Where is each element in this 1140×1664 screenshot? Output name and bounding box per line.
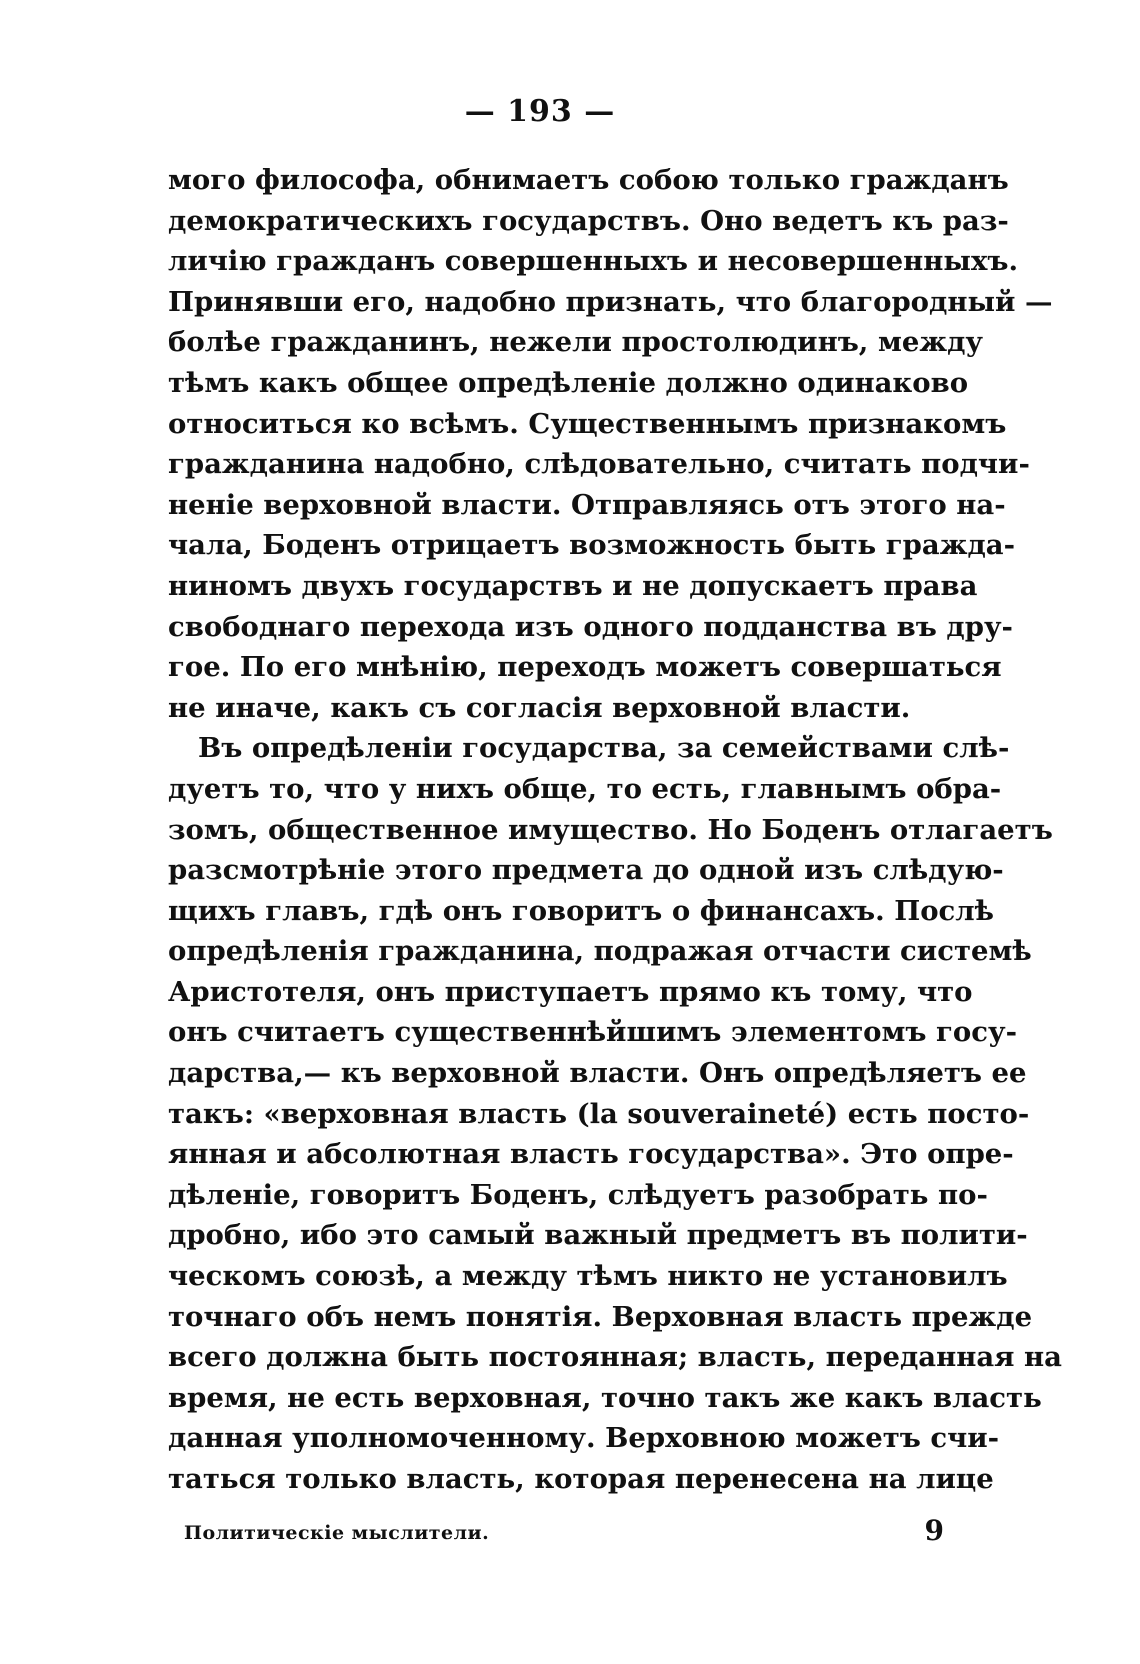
text-line: онъ считаетъ существеннѣйшимъ элементомъ госу- (168, 1016, 1017, 1049)
text-line: зомъ, общественное имущество. Но Боденъ отлагаетъ (168, 813, 1053, 846)
text-line: дарства,— къ верховной власти. Онъ опредѣляетъ ее (168, 1057, 1027, 1090)
text-line: опредѣленія гражданина, подражая отчасти системѣ (168, 935, 1032, 968)
text-line: данная уполномоченному. Верховною можетъ счи- (168, 1422, 1000, 1455)
text-line: личію гражданъ совершенныхъ и несовершенныхъ. (168, 245, 1019, 278)
text-line: гое. По его мнѣнію, переходъ можетъ совершаться (168, 651, 1002, 684)
text-line: гражданина надобно, слѣдовательно, считать подчи- (168, 448, 1030, 481)
text-line: янная и абсолютная власть государства». Это опре- (168, 1138, 1014, 1171)
sheet-number: 9 (924, 1514, 944, 1547)
text-line: неніе верховной власти. Отправляясь отъ этого на- (168, 488, 1006, 521)
text-line: относиться ко всѣмъ. Существеннымъ признакомъ (168, 407, 1007, 440)
text-line: дуетъ то, что у нихъ обще, то есть, главнымъ обра- (168, 772, 1002, 805)
text-line: всего должна быть постоянная; власть, переданная на (168, 1341, 1063, 1374)
text-line: мого философа, обнимаетъ собою только гражданъ (168, 164, 1009, 196)
text-line: разсмотрѣніе этого предмета до одной изъ слѣдую- (168, 854, 1004, 887)
text-line: такъ: «верховная власть (la souveraineté) есть посто- (168, 1097, 1030, 1130)
text-line: время, не есть верховная, точно такъ же какъ власть (168, 1381, 1042, 1414)
text-line: ческомъ союзѣ, а между тѣмъ никто не установилъ (168, 1260, 1008, 1293)
page-footer (184, 1514, 944, 1554)
text-line: таться только власть, которая перенесена на лице (168, 1463, 994, 1495)
text-line: тѣмъ какъ общее опредѣленіе должно одинаково (168, 366, 969, 399)
text-line: Въ опредѣленіи государства, за семействами слѣ- (198, 732, 1010, 765)
body-text (168, 160, 1063, 1500)
paragraph-1 (168, 160, 1053, 728)
text-line: дѣленіе, говоритъ Боденъ, слѣдуетъ разобрать по- (168, 1178, 988, 1211)
signature-mark: Политическіе мыслители. (184, 1522, 490, 1544)
text-line: щихъ главъ, гдѣ онъ говоритъ о финансахъ. Послѣ (168, 894, 995, 927)
text-line: чала, Боденъ отрицаетъ возможность быть гражда- (168, 529, 1016, 562)
text-line: болѣе гражданинъ, нежели простолюдинъ, между (168, 326, 984, 359)
paragraph-2 (168, 728, 1063, 1499)
text-line: демократическихъ государствъ. Оно ведетъ къ раз- (168, 204, 1009, 237)
text-line: Принявши его, надобно признать, что благородный — (168, 285, 1053, 318)
text-line: Аристотеля, онъ приступаетъ прямо къ тому, что (168, 975, 973, 1008)
text-line: ниномъ двухъ государствъ и не допускаетъ права (168, 569, 978, 602)
text-line: точнаго объ немъ понятія. Верховная власть прежде (168, 1300, 1033, 1333)
page-number: — 193 — (464, 94, 616, 129)
text-line: не иначе, какъ съ согласія верховной власти. (168, 691, 911, 724)
text-line: свободнаго перехода изъ одного подданства въ дру- (168, 610, 1013, 643)
text-line: дробно, ибо это самый важный предметъ въ полити- (168, 1219, 1028, 1252)
